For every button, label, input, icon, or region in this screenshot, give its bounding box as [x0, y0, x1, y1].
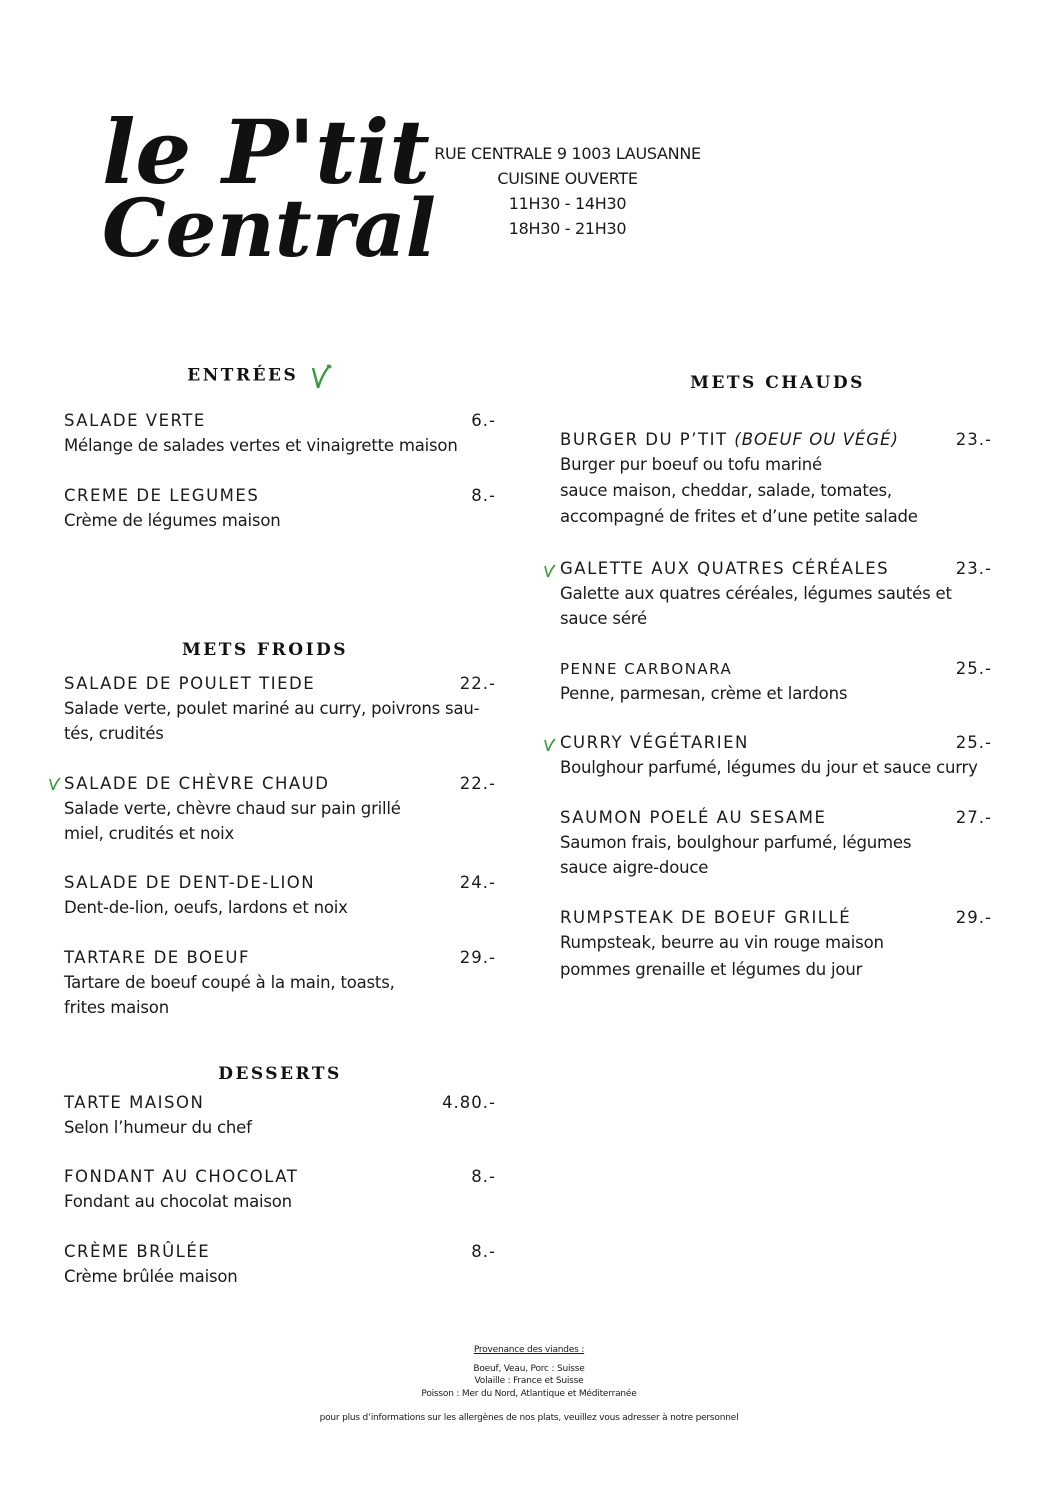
item-description: accompagné de frites et d’une petite salade	[560, 507, 918, 526]
item-description: Penne, parmesan, crème et lardons	[560, 684, 848, 703]
menu-item-salade-verte	[64, 409, 496, 458]
item-name: PENNE CARBONARA	[560, 660, 733, 678]
section-title-mets-froids: METS FROIDS	[181, 640, 349, 660]
item-name: SALADE DE DENT-DE-LION	[64, 873, 316, 892]
leaf-icon	[543, 737, 557, 753]
leaf-icon	[543, 563, 557, 579]
item-description: Salade verte, chèvre chaud sur pain grillé	[64, 799, 401, 818]
item-description: sauce maison, cheddar, salade, tomates,	[560, 481, 892, 500]
menu-item-salade-poulet	[64, 672, 496, 746]
address-line: RUE CENTRALE 9 1003 LAUSANNE	[434, 144, 701, 163]
item-price: 24.-	[459, 873, 496, 892]
item-description: Mélange de salades vertes et vinaigrette maison	[64, 436, 458, 455]
item-price: 8.-	[471, 1242, 496, 1261]
section-title-desserts: DESSERTS	[218, 1064, 342, 1084]
item-description: Crème de légumes maison	[64, 511, 281, 530]
provenance-line: Poisson : Mer du Nord, Atlantique et Méditerranée	[421, 1388, 637, 1399]
item-name: CRÈME BRÛLÉE	[64, 1242, 211, 1261]
item-description: Crème brûlée maison	[64, 1267, 238, 1286]
menu-item-saumon	[560, 806, 992, 880]
lunch-hours: 11H30 - 14H30	[508, 194, 627, 213]
item-description: Rumpsteak, beurre au vin rouge maison	[560, 933, 884, 952]
item-name: CREME DE LEGUMES	[64, 486, 260, 505]
provenance-block	[300, 1344, 758, 1400]
item-description: Burger pur boeuf ou tofu mariné	[560, 455, 822, 474]
item-name: TARTARE DE BOEUF	[64, 948, 250, 967]
item-description: Dent-de-lion, oeufs, lardons et noix	[64, 898, 348, 917]
item-name: SALADE DE CHÈVRE CHAUD	[64, 774, 330, 793]
logo-line-2: Central	[102, 181, 437, 275]
logo-graphic	[92, 88, 437, 275]
item-description: sauce aigre-douce	[560, 858, 709, 877]
item-description: sauce séré	[560, 609, 647, 628]
allergens-note: pour plus d’informations sur les allergènes de nos plats, veuillez vous adresser à notre personnel	[319, 1413, 739, 1423]
leaf-icon	[307, 362, 333, 390]
item-name: SALADE VERTE	[64, 411, 206, 430]
item-description: tés, crudités	[64, 724, 164, 743]
item-price: 23.-	[955, 559, 992, 578]
item-name	[560, 428, 992, 452]
menu-item-creme-brulee	[64, 1240, 496, 1289]
item-description: frites maison	[64, 998, 169, 1017]
kitchen-open-line: CUISINE OUVERTE	[497, 169, 638, 188]
item-price: 22.-	[459, 774, 496, 793]
provenance-line: Boeuf, Veau, Porc : Suisse	[473, 1363, 585, 1374]
item-name: TARTE MAISON	[64, 1093, 205, 1112]
item-price: 23.-	[955, 430, 992, 449]
item-name: CURRY VÉGÉTARIEN	[560, 733, 749, 752]
item-description: Boulghour parfumé, légumes du jour et sauce curry	[560, 758, 978, 777]
menu-item-galette	[560, 557, 992, 631]
menu-item-penne-carbonara	[560, 657, 992, 706]
item-description: miel, crudités et noix	[64, 824, 235, 843]
item-name: SALADE DE POULET TIEDE	[64, 674, 316, 693]
provenance-title: Provenance des viandes :	[473, 1345, 585, 1355]
item-price: 8.-	[471, 1167, 496, 1186]
item-price: 25.-	[955, 733, 992, 752]
item-name: RUMPSTEAK DE BOEUF GRILLÉ	[560, 908, 852, 927]
item-description: Fondant au chocolat maison	[64, 1192, 292, 1211]
item-description: Saumon frais, boulghour parfumé, légumes	[560, 833, 912, 852]
restaurant-logo	[92, 88, 437, 275]
item-price: 22.-	[459, 674, 496, 693]
item-price: 29.-	[459, 948, 496, 967]
item-name: FONDANT AU CHOCOLAT	[64, 1167, 299, 1186]
menu-item-tartare-de-boeuf	[64, 946, 496, 1020]
logo-line-1: le P'tit	[102, 100, 430, 204]
item-name: SAUMON POELÉ AU SESAME	[560, 808, 827, 827]
menu-item-rumpsteak	[560, 906, 992, 984]
item-description: Tartare de boeuf coupé à la main, toasts,	[64, 973, 395, 992]
menu-item-fondant-chocolat	[64, 1165, 496, 1214]
provenance-line: Volaille : France et Suisse	[474, 1376, 584, 1386]
menu-item-salade-chevre	[64, 772, 496, 846]
item-description: Selon l’humeur du chef	[64, 1118, 252, 1137]
item-price: 29.-	[955, 908, 992, 927]
menu-item-curry-vegetarien	[560, 731, 992, 780]
address-block	[400, 141, 735, 241]
item-name-main: BURGER DU P’TIT	[560, 430, 728, 449]
dinner-hours: 18H30 - 21H30	[508, 219, 627, 238]
item-price: 27.-	[955, 808, 992, 827]
leaf-icon	[48, 776, 62, 792]
menu-item-creme-de-legumes	[64, 484, 496, 533]
item-price: 25.-	[955, 659, 992, 678]
item-description: pommes grenaille et légumes du jour	[560, 960, 863, 979]
item-description: Galette aux quatres céréales, légumes sautés et	[560, 584, 952, 603]
item-description: Salade verte, poulet mariné au curry, poivrons sau-	[64, 699, 480, 718]
section-title-entrees-text: ENTRÉES	[187, 365, 299, 386]
menu-item-tarte-maison	[64, 1091, 496, 1140]
item-name: GALETTE AUX QUATRES CÉRÉALES	[560, 559, 890, 578]
item-price: 8.-	[471, 486, 496, 505]
item-price: 4.80.-	[442, 1093, 496, 1112]
section-title-entrees	[160, 362, 360, 390]
menu-item-burger	[560, 428, 992, 530]
menu-item-salade-dent-de-lion	[64, 871, 496, 920]
item-price: 6.-	[471, 411, 496, 430]
section-title-mets-chauds: METS CHAUDS	[690, 373, 865, 393]
item-name-option: (BOEUF OU VÉGÉ)	[734, 430, 899, 449]
